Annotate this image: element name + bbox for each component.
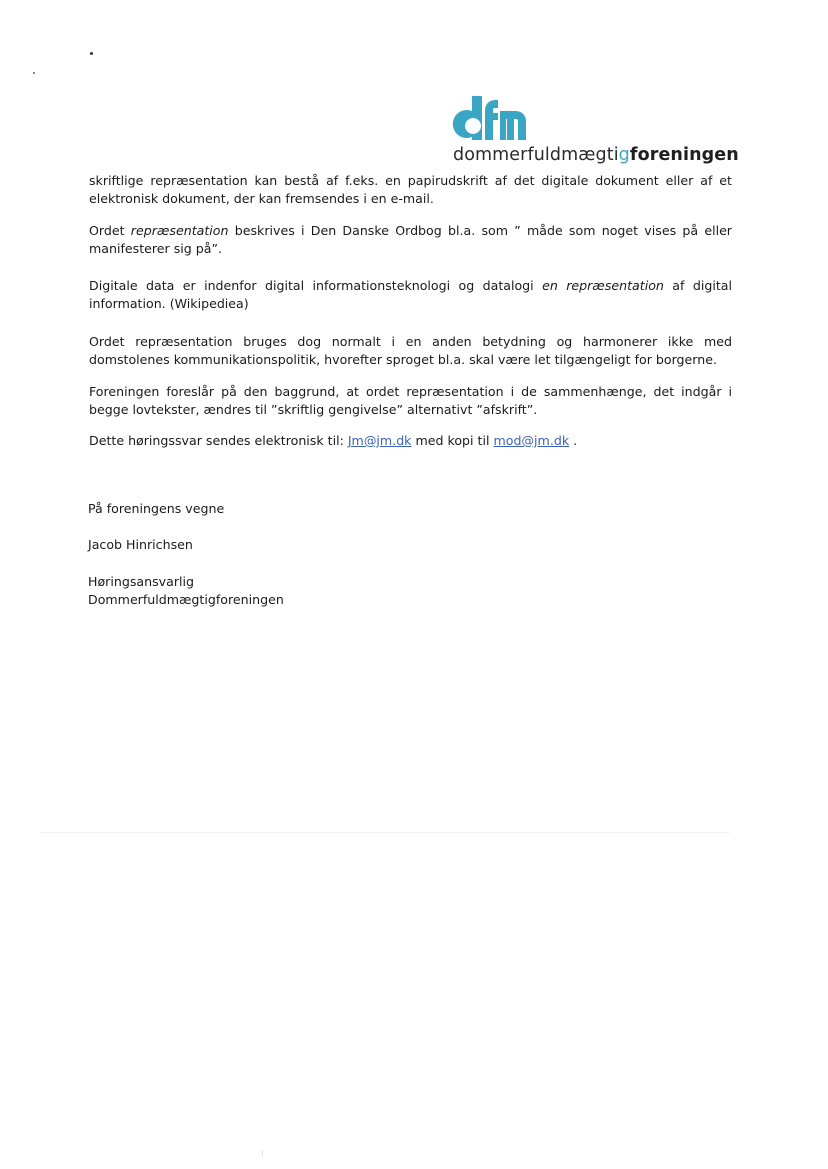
signature-block <box>88 573 284 609</box>
dfm-logo-icon <box>452 96 526 142</box>
paragraph: skriftlige repræsentation kan bestå af f.eks. en papirudskrift af det digitale dokument eller af et elektronisk dokument, der kan fremsendes i en e-mail. <box>89 173 732 206</box>
email-link-jm[interactable]: Jm@jm.dk <box>347 433 412 448</box>
organization-logo <box>452 96 739 168</box>
signature-name: Jacob Hinrichsen <box>88 537 193 552</box>
paragraph: Digitale data er indenfor digital informationsteknologi og datalogi en repræsentation af digital information. (Wikipediea) <box>89 278 732 311</box>
scan-mark <box>262 1150 263 1156</box>
paragraph: Ordet repræsentation beskrives i Den Danske Ordbog bl.a. som ” måde som noget vises på eller manifesterer sig på”. <box>89 223 732 256</box>
signature-org: Dommerfuldmægtigforeningen <box>88 592 284 607</box>
signature-role: Høringsansvarlig <box>88 574 194 589</box>
paragraph: Ordet repræsentation bruges dog normalt i en anden betydning og harmonerer ikke med domstolenes kommunikationspolitik, hvorefter sproget bl.a. skal være let tilgængeligt for borgerne. <box>89 334 732 367</box>
scan-speck <box>90 52 93 55</box>
logo-wordmark: dommerfuldmægtigforeningen <box>453 145 739 165</box>
email-link-mod[interactable]: mod@jm.dk <box>493 433 570 448</box>
paragraph: Foreningen foreslår på den baggrund, at ordet repræsentation i de sammenhænge, det indgår i begge lovtekster, ændres til ”skriftlig gengivelse” alternativt ”afskrift”. <box>89 384 732 417</box>
scan-speck <box>33 72 35 74</box>
page-fold-line <box>40 832 730 833</box>
paragraph: Dette høringssvar sendes elektronisk til: Jm@jm.dk med kopi til mod@jm.dk . <box>89 433 578 448</box>
signature-closing: På foreningens vegne <box>88 501 225 516</box>
letter-body <box>89 172 732 450</box>
